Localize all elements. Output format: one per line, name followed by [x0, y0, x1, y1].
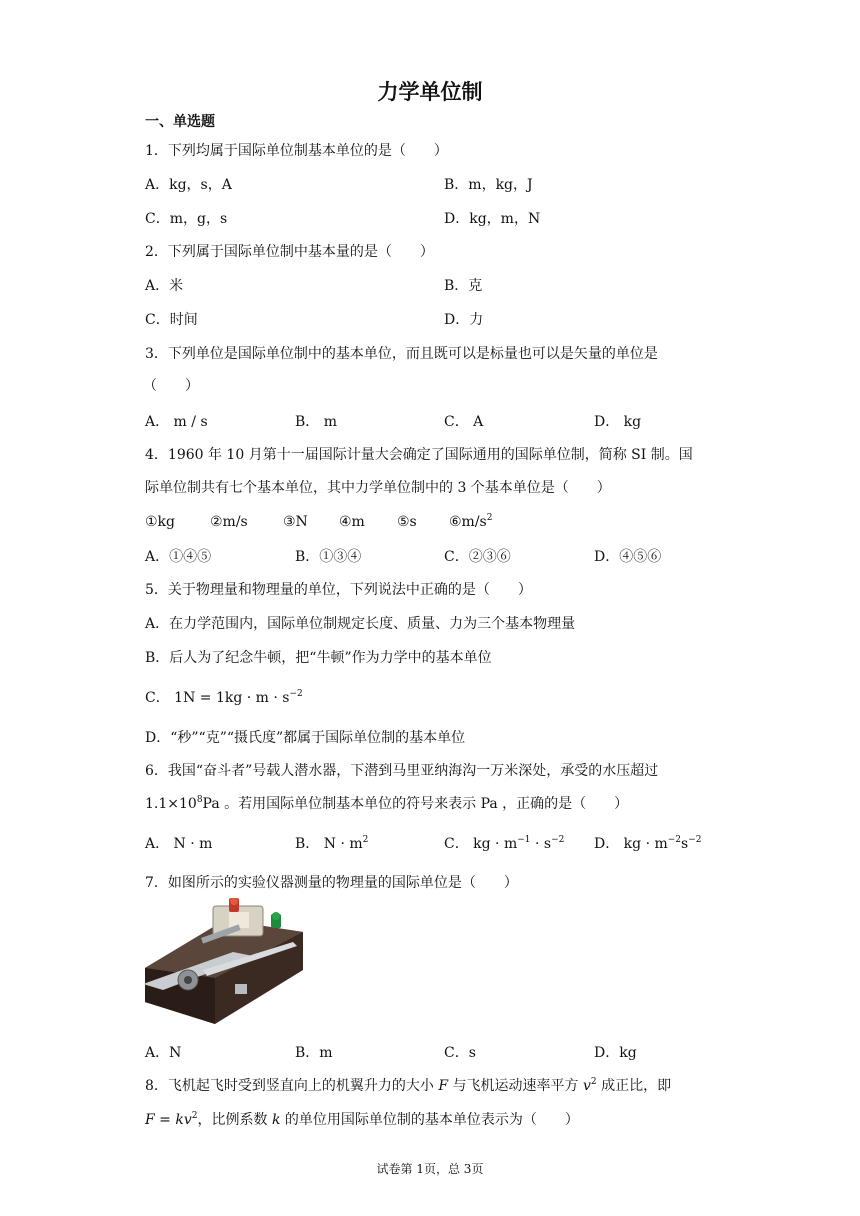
q4-item-6: $⑥m/s^2$	[449, 513, 493, 530]
q2-option-d: D．力	[444, 312, 484, 328]
q7-option-a: A．N	[145, 1045, 182, 1061]
q6-option-d: D． kg · $m^{-2}s^{-2}$	[594, 835, 702, 852]
q1-option-a: A．kg，s，A	[145, 177, 232, 193]
question-3-stem-cont: （ ）	[143, 378, 199, 394]
question-8-stem: 8．飞机起飞时受到竖直向上的机翼升力的大小 F 与飞机运动速率平方 $v^2$ 成正比，即	[145, 1077, 672, 1094]
question-8-stem-cont: $F = kv^2$，比例系数 k 的单位用国际单位制的基本单位表示为（ ）	[145, 1111, 579, 1128]
section-heading: 一、单选题	[145, 114, 215, 130]
page-footer: 试卷第 1页，总 3页	[376, 1162, 484, 1176]
q7-option-d: D．kg	[594, 1045, 637, 1061]
experiment-apparatus-image	[143, 898, 303, 1028]
q3-option-c: C． A	[444, 414, 484, 430]
q4-item-4: ④m	[339, 514, 365, 530]
question-4-stem: 4．1960 年 10 月第十一届国际计量大会确定了国际通用的国际单位制，简称 SI 制。国	[145, 447, 693, 463]
q4-option-c: C．②③⑥	[444, 549, 511, 565]
question-7-stem: 7．如图所示的实验仪器测量的物理量的国际单位是（ ）	[145, 875, 518, 891]
q4-item-3: ③N	[283, 514, 308, 530]
q1-option-c: C．m，g，s	[145, 211, 228, 227]
question-3-stem: 3．下列单位是国际单位制中的基本单位，而且既可以是标量也可以是矢量的单位是	[145, 346, 658, 362]
question-2-stem: 2．下列属于国际单位制中基本量的是（ ）	[145, 244, 434, 260]
question-5-stem: 5．关于物理量和物理量的单位，下列说法中正确的是（ ）	[145, 582, 532, 598]
q4-option-d: D．④⑤⑥	[594, 549, 662, 565]
q4-item-5: ⑤s	[397, 514, 417, 530]
q2-option-b: B．克	[444, 278, 483, 294]
q3-option-a: A． m / s	[145, 414, 208, 430]
q2-option-c: C．时间	[145, 312, 198, 328]
q1-option-d: D．kg，m，N	[444, 211, 541, 227]
q5-option-d: D．“秒”“克”“摄氏度”都属于国际单位制的基本单位	[145, 730, 466, 746]
q3-option-d: D． kg	[594, 414, 642, 430]
question-4-stem-cont: 际单位制共有七个基本单位，其中力学单位制中的 3 个基本单位是（ ）	[145, 480, 611, 496]
q4-option-b: B．①③④	[295, 549, 362, 565]
q3-option-b: B． m	[295, 414, 338, 430]
q6-option-c: C． kg · $m^{-1} \cdot s^{-2}$	[444, 835, 565, 852]
q7-option-c: C．s	[444, 1045, 476, 1061]
q5-option-b: B．后人为了纪念牛顿，把“牛顿”作为力学中的基本单位	[145, 650, 492, 666]
question-6-stem-cont: $1.1\times 10^8Pa$ 。若用国际单位制基本单位的符号来表示 Pa ，正确的是（ ）	[145, 795, 629, 812]
q4-item-2: ②m/s	[210, 514, 248, 530]
q5-option-c: C． $1N = 1kg \cdot m \cdot s^{-2}$	[145, 689, 303, 706]
q4-option-a: A．①④⑤	[145, 549, 212, 565]
q2-option-a: A．米	[145, 278, 184, 294]
q6-option-b: B． $N \cdot m^2$	[295, 835, 369, 852]
q7-option-b: B．m	[295, 1045, 333, 1061]
page-title: 力学单位制	[377, 80, 483, 104]
q4-item-1: ①kg	[145, 514, 175, 530]
question-6-stem: 6．我国“奋斗者”号载人潜水器，下潜到马里亚纳海沟一万米深处，承受的水压超过	[145, 763, 659, 779]
q5-option-a: A．在力学范围内，国际单位制规定长度、质量、力为三个基本物理量	[145, 616, 576, 632]
question-1-stem: 1．下列均属于国际单位制基本单位的是（ ）	[145, 143, 448, 159]
q6-option-a: A． N · m	[145, 836, 213, 852]
q1-option-b: B．m，kg，J	[444, 177, 533, 193]
